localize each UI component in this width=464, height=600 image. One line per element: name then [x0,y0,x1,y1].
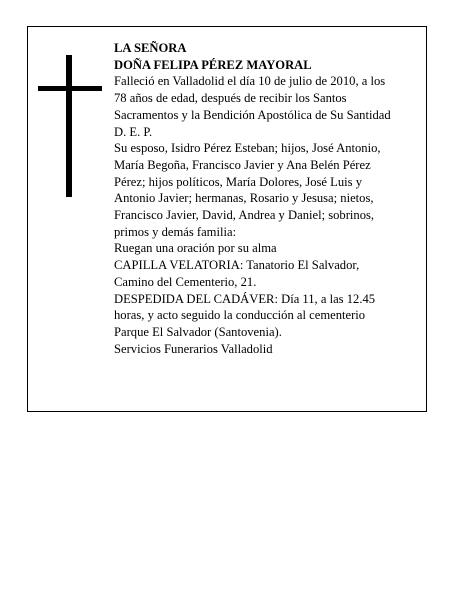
notice-line: Sacramentos y la Bendición Apostólica de Su Santidad [114,107,391,122]
notice-line: Pérez; hijos políticos, María Dolores, José Luis y [114,174,362,189]
notice-line: primos y demás familia: [114,224,237,239]
obituary-notice [27,26,427,412]
notice-title: LA SEÑORA [114,41,187,55]
notice-line: Servicios Funerarios Valladolid [114,341,273,356]
deceased-name: DOÑA FELIPA PÉREZ MAYORAL [114,57,312,72]
cross-icon [38,55,102,197]
notice-line: 78 años de edad, después de recibir los Santos [114,91,347,106]
notice-line: CAPILLA VELATORIA: Tanatorio El Salvador, [114,258,360,273]
notice-line: Antonio Javier; hermanas, Rosario y Jesusa; nietos, [114,191,374,206]
notice-line: D. E. P. [114,124,153,139]
notice-line: horas, y acto seguido la conducción al cementerio [114,308,366,323]
notice-line: Falleció en Valladolid el día 10 de julio de 2010, a los [114,74,386,89]
notice-line: Camino del Cementerio, 21. [114,274,257,289]
notice-line: María Begoña, Francisco Javier y Ana Belén Pérez [114,157,371,172]
cross-vertical-bar [66,55,72,197]
notice-line: Ruegan una oración por su alma [114,241,277,256]
notice-line: DESPEDIDA DEL CADÁVER: Día 11, a las 12.45 [114,291,376,306]
notice-line: Parque El Salvador (Santovenia). [114,324,282,339]
notice-text [114,40,414,357]
notice-line: Francisco Javier, David, Andrea y Daniel; sobrinos, [114,208,375,223]
cross-horizontal-bar [38,86,102,91]
notice-line: Su esposo, Isidro Pérez Esteban; hijos, José Antonio, [114,141,381,156]
